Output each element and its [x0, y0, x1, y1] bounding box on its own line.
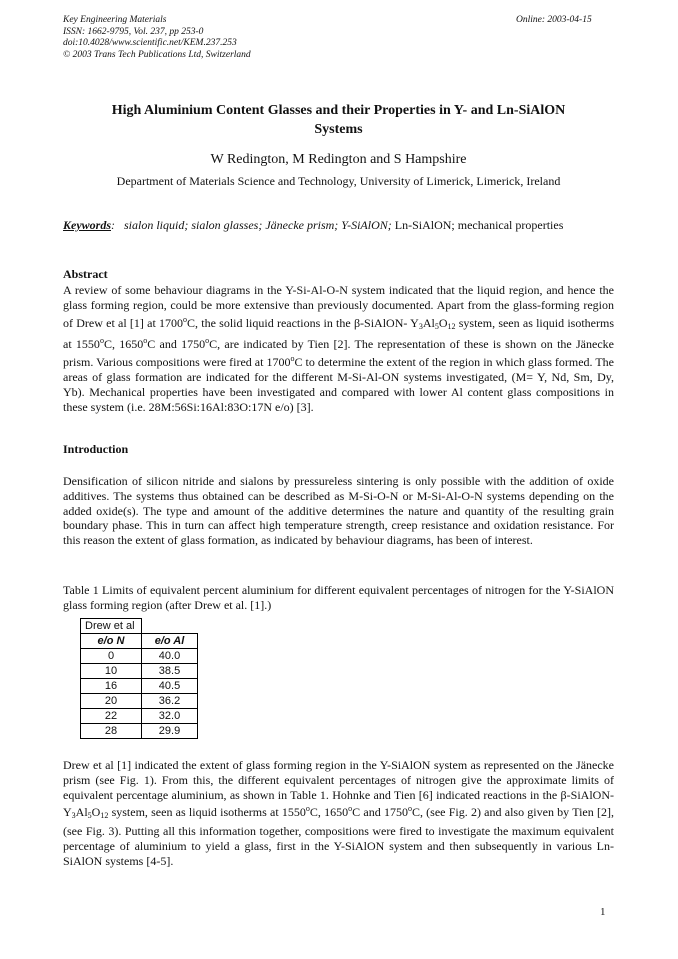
keywords-italic: sialon liquid; sialon glasses; Jänecke prism; Y-SiAlON; — [124, 218, 392, 232]
table-source-cell: Drew et al — [81, 619, 142, 634]
journal-header — [63, 15, 251, 61]
keywords-colon: : — [111, 218, 115, 232]
abstract-text: A review of some behaviour diagrams in the Y-Si-Al-O-N system indicated that the liquid region, and hence the glass forming region, could be more extensive than previously documented. Apart from the glass-forming region of Drew et al [1] at 1700$^o$C, the solid liquid reactions in the β-SiAlON- $Y_3Al_5O_{12}$ system, seen as liquid isotherms at 1550$^o$C, 1650$^o$C and 1750$^o$C, are indicated by Tien [2]. The representation of these is shown on the Jänecke prism. Various compositions were fired at 1700$^o$C to determine the extent of the region in which glass formed. The areas of glass formation are indicated for the different M-Si-Al-ON systems investigated, (M= Y, Nd, Sm, Dy, Yb). Mechanical properties have been investigated and compared with lower Al content glass compositions in these system (i.e. 28M:56Si:16Al:83O:17N e/o) [3]. — [63, 283, 614, 414]
doi-line: doi:10.4028/www.scientific.net/KEM.237.253 — [63, 38, 237, 48]
online-date: Online: 2003-04-15 — [516, 15, 592, 25]
table-row: 10 38.5 — [81, 664, 198, 679]
title-line-1: High Aluminium Content Glasses and their Properties in Y- and Ln-SiAlON — [111, 103, 566, 118]
table-1 — [80, 618, 198, 739]
title-line-2: Systems — [314, 122, 363, 137]
table-header-row — [81, 634, 198, 649]
abstract-heading: Abstract — [63, 267, 108, 281]
affiliation: Department of Materials Science and Technology, University of Limerick, Limerick, Ireland — [116, 174, 561, 188]
table-1-caption: Table 1 Limits of equivalent percent aluminium for different equivalent percentages of nitrogen for the Y-SiAlON glass forming region (after Drew et al. [1].) — [63, 583, 614, 612]
issn-line: ISSN: 1662-9795, Vol. 237, pp 253-0 — [63, 26, 204, 37]
keywords-plain: Ln-SiAlON; mechanical properties — [394, 218, 564, 232]
table-row: 0 40.0 — [81, 649, 198, 664]
table-header-al: e/o Al — [142, 634, 198, 649]
introduction-paragraph: Densification of silicon nitride and sialons by pressureless sintering is only possible with the addition of oxide additives. The systems thus obtained can be described as M-Si-O-N or M-Si-Al-O-N systems depending on the added oxide(s). The type and amount of the additive determines the nature and quantity of the resulting grain boundary phase. This in turn can affect high temperature strength, creep resistance and oxidation resistance. For this reason the extent of glass formation, as indicated by behaviour diagrams, has been of interest. — [63, 474, 614, 548]
introduction-heading: Introduction — [63, 442, 129, 456]
table-row: 16 40.5 — [81, 679, 198, 694]
table-row: 22 32.0 — [81, 709, 198, 724]
table-row: 20 36.2 — [81, 694, 198, 709]
authors: W Redington, M Redington and S Hampshire — [210, 152, 467, 167]
journal-name: Key Engineering Materials — [63, 15, 167, 25]
copyright-line: © 2003 Trans Tech Publications Ltd, Switzerland — [63, 49, 251, 60]
paper-title — [63, 101, 614, 139]
keywords-label: Keywords — [63, 218, 111, 232]
body-paragraph-2: Drew et al [1] indicated the extent of glass forming region in the Y-SiAlON system as represented on the Jänecke prism (see Fig. 1). From this, the different equivalent percentages of nitrogen give the approximate limits of equivalent percentage aluminium, as shown in Table 1. Hohnke and Tien [6] indicated reactions in the $\beta-SiAlON-Y_3Al_5O_{12}$ system, seen as liquid isotherms at 1550$^o$C, 1650$^o$C and 1750$^o$C, (see Fig. 2) and also given by Tien [2], (see Fig. 3). Putting all this information together, compositions were fired to investigate the maximum equivalent percentage of aluminium to yield a glass, first in the Y-SiAlON system and then subsequently in various Ln-SiAlON systems [4-5]. — [63, 758, 614, 868]
table-row: 28 29.9 — [81, 724, 198, 739]
page-number: 1 — [600, 906, 606, 918]
table-caption-row — [81, 619, 198, 634]
keywords — [63, 218, 614, 233]
table-header-n: e/o N — [81, 634, 142, 649]
